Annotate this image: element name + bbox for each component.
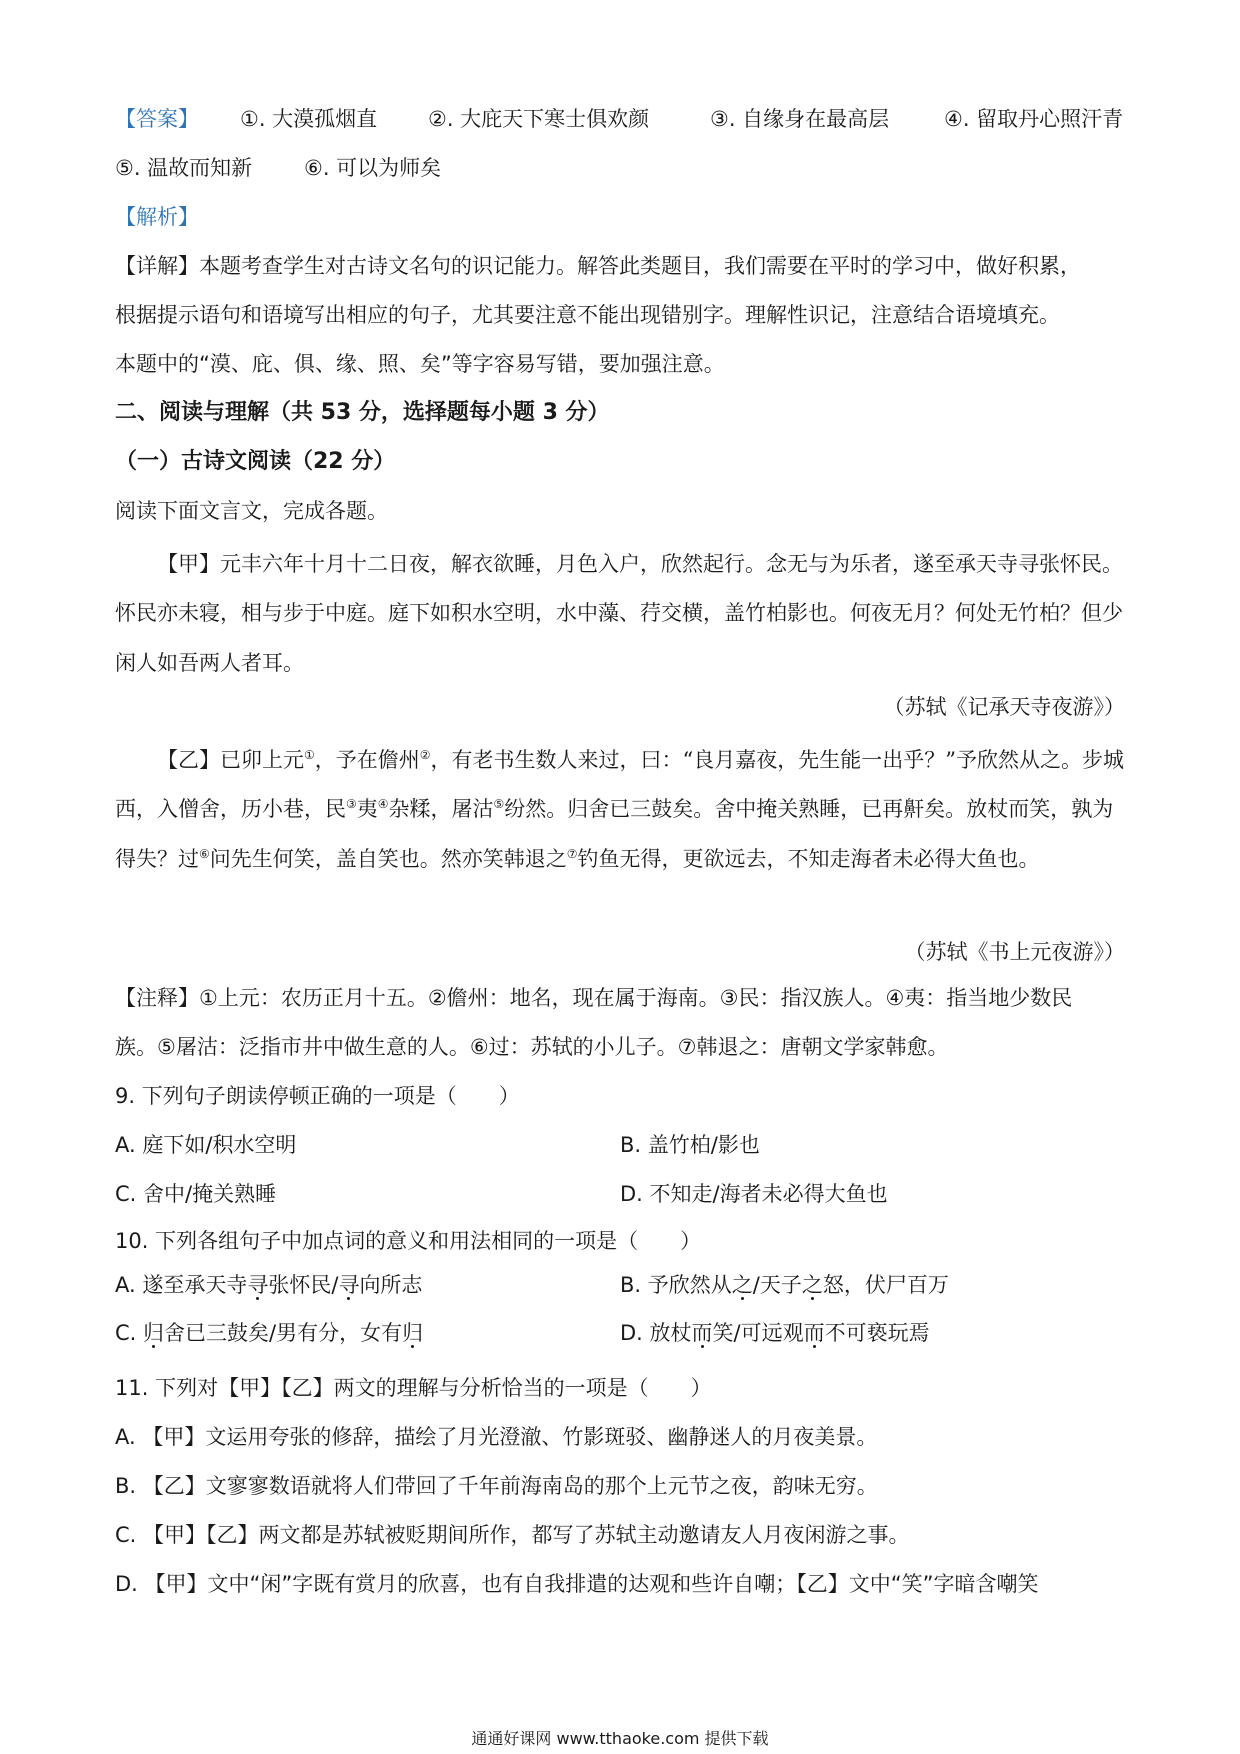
note-ref-5: ⑤ (493, 797, 505, 812)
note-ref-7: ⑦ (566, 846, 578, 861)
dotted-word: 寻 (338, 1273, 360, 1297)
detail-line-1: 【详解】本题考查学生对古诗文名句的识记能力。解答此类题目，我们需要在平时的学习中，做好积累， (115, 254, 1081, 278)
q10-option-b: B. 予欣然从之/天子之怒，伏尸百万 (620, 1273, 949, 1297)
q11-stem: 11. 下列对【甲】【乙】两文的理解与分析恰当的一项是（ ） (115, 1376, 712, 1400)
q10-option-c: C. 归舍已三鼓矣/男有分，女有归 (115, 1321, 424, 1345)
analysis-label: 【解析】 (115, 205, 199, 229)
q11-option-d: D. 【甲】文中“闲”字既有赏月的欣喜，也有自我排遣的达观和些许自嘲；【乙】文中“笑”字暗含嘲笑 (115, 1572, 1039, 1596)
answer-item-2: ②. 大庇天下寒士俱欢颜 (428, 107, 650, 131)
note-ref-4: ④ (377, 797, 389, 812)
answer-item-6: ⑥. 可以为师矣 (304, 156, 442, 180)
note-ref-2: ② (419, 748, 431, 762)
detail-line-3: 本题中的“漠、庇、俱、缘、照、矣”等字容易写错，要加强注意。 (115, 352, 725, 376)
answer-label: 【答案】 (115, 107, 199, 131)
classical-text-yi: 【乙】已卯上元①，予在儋州②，有老书生数人来过，曰：“良月嘉夜，先生能一出乎？”予欣然从之。步城西，入僧舍，历小巷，民③夷④杂糅，屠沽⑤纷然。归舍已三鼓矣。舍中掩关熟睡，已再鼾矣。放杖而笑，孰为得失？过⑥问先生何笑，盖自笑也。然亦笑韩退之⑦钓鱼无得，更欲远去，不知走海者未必得大鱼也。 (115, 748, 1124, 871)
q9-stem: 9. 下列句子朗读停顿正确的一项是（ ） (115, 1084, 520, 1108)
q9-option-b: B. 盖竹柏/影也 (620, 1133, 760, 1157)
dotted-word: 寻 (247, 1273, 269, 1297)
answer-item-4: ④. 留取丹心照汗青 (944, 107, 1124, 131)
reading-instruction: 阅读下面文言文，完成各题。 (115, 499, 388, 523)
source-jia: （苏轼《记承天寺夜游》） (883, 695, 1125, 719)
q9-option-a: A. 庭下如/积水空明 (115, 1133, 297, 1157)
dotted-word: 归 (402, 1321, 424, 1345)
subsection-title: （一）古诗文阅读（22 分） (115, 449, 396, 474)
note-ref-3: ③ (346, 797, 357, 812)
source-yi: （苏轼《书上元夜游》） (904, 940, 1125, 964)
q11-option-a: A. 【甲】文运用夸张的修辞，描绘了月光澄澈、竹影斑驳、幽静迷人的月夜美景。 (115, 1425, 878, 1449)
detail-line-2: 根据提示语句和语境写出相应的句子，尤其要注意不能出现错别字。理解性识记，注意结合语境填充。 (115, 303, 1060, 327)
dotted-word: 之 (731, 1273, 753, 1297)
dotted-word: 归 (143, 1321, 165, 1345)
section-title: 二、阅读与理解（共 53 分，选择题每小题 3 分） (115, 400, 610, 425)
q10-option-d: D. 放杖而笑/可远观而不可亵玩焉 (620, 1321, 930, 1345)
notes-line-2: 族。⑤屠沽：泛指市井中做生意的人。⑥过：苏轼的小儿子。⑦韩退之：唐朝文学家韩愈。 (115, 1035, 949, 1059)
dotted-word: 而 (691, 1321, 713, 1345)
q10-option-a: A. 遂至承天寺寻张怀民/寻向所志 (115, 1273, 423, 1297)
answer-item-3: ③. 自缘身在最高层 (710, 107, 890, 131)
page-footer: 通通好课网 www.tthaoke.com 提供下载 (471, 1729, 769, 1748)
q11-option-c: C. 【甲】【乙】两文都是苏轼被贬期间所作，都写了苏轼主动邀请友人月夜闲游之事。 (115, 1523, 910, 1547)
q9-option-c: C. 舍中/掩关熟睡 (115, 1182, 277, 1206)
notes-line-1: 【注释】①上元：农历正月十五。②儋州：地名，现在属于海南。③民：指汉族人。④夷：指当地少数民 (115, 986, 1073, 1010)
note-ref-6: ⑥ (199, 846, 210, 861)
q9-option-d: D. 不知走/海者未必得大鱼也 (620, 1182, 888, 1206)
dotted-word: 而 (803, 1321, 825, 1345)
note-ref-1: ① (304, 748, 315, 762)
classical-text-jia: 【甲】元丰六年十月十二日夜，解衣欲睡，月色入户，欣然起行。念无与为乐者，遂至承天寺寻张怀民。怀民亦未寝，相与步于中庭。庭下如积水空明，水中藻、荇交横，盖竹柏影也。何夜无月？何处无竹柏？但少闲人如吾两人者耳。 (115, 552, 1123, 675)
q10-stem: 10. 下列各组句子中加点词的意义和用法相同的一项是（ ） (115, 1229, 702, 1253)
answer-item-5: ⑤. 温故而知新 (115, 156, 253, 180)
dotted-word: 之 (801, 1273, 823, 1297)
answer-item-1: ①. 大漠孤烟直 (240, 107, 378, 131)
q11-option-b: B. 【乙】文寥寥数语就将人们带回了千年前海南岛的那个上元节之夜，韵味无穷。 (115, 1474, 878, 1498)
